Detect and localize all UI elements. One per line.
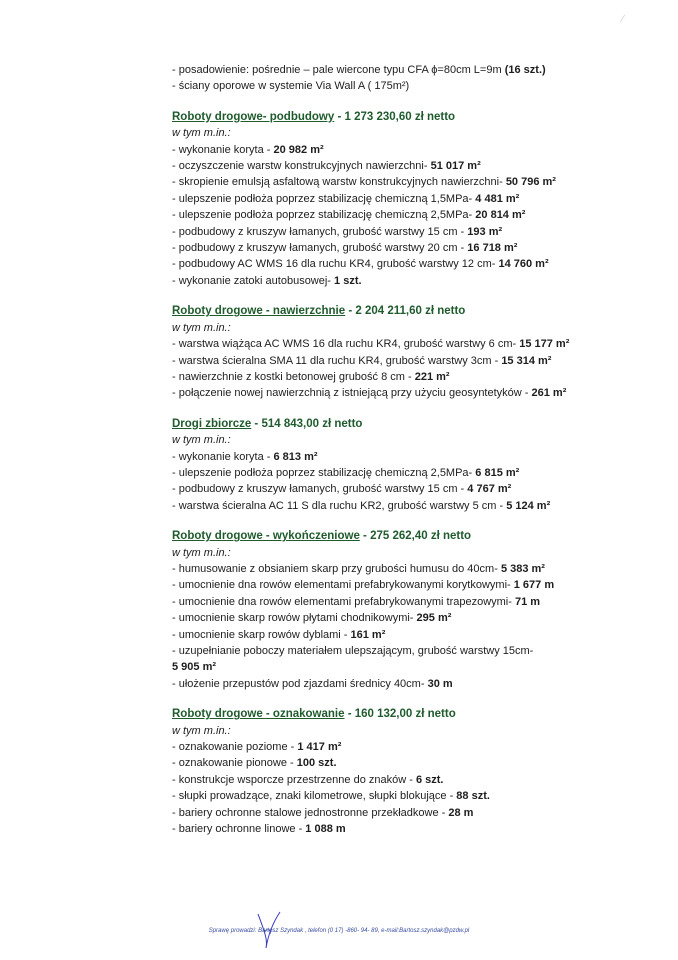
list-item-text: - umocnienie dna rowów elementami prefabrykowanymi trapezowymi-: [172, 595, 512, 608]
list-item-text: - połączenie nowej nawierzchnią z istniejącą przy użyciu geosyntetyków -: [172, 387, 529, 400]
list-item-value: 100 szt.: [296, 757, 337, 770]
list-item-value: 20 982 m²: [273, 143, 324, 156]
list-item: [172, 336, 642, 352]
list-item-value: 88 szt.: [456, 790, 490, 803]
intro-line: [172, 78, 642, 94]
list-item-text: - umocnienie dna rowów elementami prefabrykowanymi korytkowymi-: [172, 579, 511, 592]
list-item-value: 50 796 m²: [505, 176, 556, 189]
list-item: [172, 481, 642, 497]
list-item: [172, 174, 642, 190]
list-item-text: - umocnienie skarp rowów płytami chodnikowymi-: [172, 612, 414, 625]
list-item-text: - wykonanie koryta -: [172, 143, 271, 156]
list-item: [172, 739, 642, 755]
intro-line: [172, 62, 642, 78]
list-item: [172, 805, 642, 821]
list-item: [172, 594, 642, 610]
list-item-text: - konstrukcje wsporcze przestrzenne do znaków -: [172, 773, 413, 786]
list-item-text: - humusowanie z obsianiem skarp przy grubości humusu do 40cm-: [172, 562, 498, 575]
intro-line-value: (16 szt.): [504, 64, 546, 76]
list-item-value: 5 124 m²: [506, 499, 551, 512]
list-item: [172, 207, 642, 223]
list-item-text: - ułożenie przepustów pod zjazdami średnicy 40cm-: [172, 677, 425, 690]
list-item-value: 1 szt.: [334, 274, 362, 287]
list-item: [172, 273, 642, 289]
section-title: Drogi zbiorcze: [172, 417, 252, 430]
list-item-text: - bariery ochronne stalowe jednostronne przekładkowe -: [172, 806, 446, 819]
list-item: [172, 676, 642, 692]
section-heading: [172, 706, 642, 722]
corner-mark-icon: ⁄: [622, 14, 624, 25]
section-subtitle: w tym m.in.:: [172, 724, 231, 737]
section-heading: [172, 528, 642, 544]
list-item-value: 4 767 m²: [467, 483, 512, 496]
section-amount: - 2 204 211,60 zł netto: [345, 305, 466, 318]
list-item-value: 161 m²: [350, 628, 386, 641]
section-title: Roboty drogowe - wykończeniowe: [172, 530, 360, 543]
list-item-text: - ulepszenie podłoża poprzez stabilizację chemiczną 1,5MPa-: [172, 192, 473, 205]
list-item-value: 51 017 m²: [430, 160, 481, 173]
list-item-value: 6 szt.: [415, 773, 444, 786]
list-item-value: 5 383 m²: [500, 562, 545, 575]
list-item-value: 261 m²: [531, 387, 567, 400]
list-item-value: 15 314 m²: [501, 354, 552, 367]
section-heading: [172, 109, 642, 125]
list-item-value: 1 417 m²: [297, 741, 342, 754]
list-item: [172, 821, 642, 837]
list-item: [172, 240, 642, 256]
list-item: [172, 627, 642, 643]
list-item: [172, 610, 642, 626]
list-item-text: - umocnienie skarp rowów dyblami -: [172, 628, 348, 641]
section-amount: - 275 262,40 zł netto: [359, 530, 472, 543]
list-item-text: - wykonanie koryta -: [172, 450, 271, 463]
section-subtitle: w tym m.in.:: [172, 127, 231, 140]
list-item-text: - ulepszenie podłoża poprzez stabilizację chemiczną 2,5MPa-: [172, 466, 473, 479]
list-item: [172, 256, 642, 272]
section: [172, 109, 642, 289]
list-item: [172, 158, 642, 174]
list-item-text: - podbudowy z kruszyw łamanych, grubość warstwy 15 cm -: [172, 483, 465, 496]
list-item-text: - skropienie emulsją asfaltową warstw konstrukcyjnych nawierzchni-: [172, 176, 503, 189]
section-amount: - 160 132,00 zł netto: [344, 708, 456, 721]
list-item: [172, 577, 642, 593]
list-item: [172, 449, 642, 465]
list-item: [172, 561, 642, 577]
list-item-value: 15 177 m²: [519, 338, 570, 351]
list-item: [172, 498, 642, 514]
list-item: [172, 191, 642, 207]
list-item-text: - słupki prowadzące, znaki kilometrowe, słupki blokujące -: [172, 790, 454, 803]
list-item-text: - nawierzchnie z kostki betonowej grubość 8 cm -: [172, 370, 412, 383]
list-item-text: - oznakowanie poziome -: [172, 741, 295, 754]
section-amount: - 514 843,00 zł netto: [251, 417, 363, 430]
list-item-value: 14 760 m²: [498, 258, 549, 271]
list-item-value: 16 718 m²: [467, 242, 518, 255]
list-item: [172, 353, 642, 369]
list-item-text: - warstwa ścieralna AC 11 S dla ruchu KR2, grubość warstwy 5 cm -: [172, 499, 504, 512]
section-title: Roboty drogowe - oznakowanie: [172, 708, 345, 721]
list-item: [172, 369, 642, 385]
section: [172, 303, 642, 401]
section-subtitle: w tym m.in.:: [172, 321, 231, 334]
list-item-text: - oznakowanie pionowe -: [172, 757, 294, 770]
list-item-value: 295 m²: [416, 612, 452, 625]
section-title: Roboty drogowe - nawierzchnie: [172, 305, 346, 318]
list-item-text: - warstwa ścieralna SMA 11 dla ruchu KR4, grubość warstwy 3cm -: [172, 354, 499, 367]
list-item-value: 6 813 m²: [273, 450, 318, 463]
list-item-text: - wykonanie zatoki autobusowej-: [172, 274, 331, 287]
list-item-text: - ulepszenie podłoża poprzez stabilizację chemiczną 2,5MPa-: [172, 209, 473, 222]
intro-section: [172, 62, 642, 95]
list-item-value: 221 m²: [414, 370, 450, 383]
list-item-value: 71 m: [514, 595, 541, 608]
section-heading: [172, 416, 642, 432]
list-item: [172, 465, 642, 481]
list-item-text: - warstwa wiążąca AC WMS 16 dla ruchu KR4, grubość warstwy 6 cm-: [172, 338, 517, 351]
list-item-text: - bariery ochronne linowe -: [172, 823, 303, 836]
list-item-value: 6 815 m²: [475, 466, 520, 479]
list-item-value: 1 088 m: [305, 823, 346, 836]
list-item-text: - podbudowy z kruszyw łamanych, grubość warstwy 20 cm -: [172, 242, 465, 255]
list-item-value: 30 m: [427, 677, 453, 690]
section: [172, 528, 642, 692]
list-item-value: 1 677 m: [513, 579, 555, 592]
list-item-text: - oczyszczenie warstw konstrukcyjnych nawierzchni-: [172, 160, 428, 173]
footer-contact: Sprawę prowadzi: Bartosz Szyndak , telefon (0 17) -860- 94- 89, e-mail:Bartosz.szyndak@pzdw.pl: [208, 928, 470, 934]
section-amount: - 1 273 230,60 zł netto: [334, 110, 456, 123]
section-title: Roboty drogowe- podbudowy: [172, 110, 335, 123]
section: [172, 706, 642, 837]
section-subtitle: w tym m.in.:: [172, 434, 231, 447]
intro-line-text: - ściany oporowe w systemie Via Wall A ( 175m²): [172, 80, 410, 93]
list-item: [172, 142, 642, 158]
list-item-text: - podbudowy z kruszyw łamanych, grubość warstwy 15 cm -: [172, 225, 465, 238]
list-item: [172, 772, 642, 788]
list-item-text: - podbudowy AC WMS 16 dla ruchu KR4, grubość warstwy 12 cm-: [172, 258, 496, 271]
list-item-value: 20 814 m²: [475, 209, 526, 222]
list-item: [172, 755, 642, 771]
list-item: [172, 659, 642, 675]
list-item-value: 28 m: [448, 806, 474, 819]
list-item-value: 193 m²: [467, 225, 503, 238]
section-subtitle: w tym m.in.:: [172, 546, 231, 559]
intro-line-text: - posadowienie: pośrednie – pale wiercone typu CFA ϕ=80cm L=9m: [172, 64, 502, 76]
list-item: [172, 224, 642, 240]
document-body: [172, 62, 642, 837]
list-item-text: - uzupełnianie poboczy materiałem ulepszającym, grubość warstwy 15cm-: [172, 645, 534, 657]
list-item-value: 4 481 m²: [475, 192, 520, 205]
list-item-value: 5 905 m²: [172, 661, 217, 674]
list-item: [172, 788, 642, 804]
section: [172, 416, 642, 514]
section-heading: [172, 303, 642, 319]
list-item: [172, 643, 642, 659]
list-item: [172, 385, 642, 401]
